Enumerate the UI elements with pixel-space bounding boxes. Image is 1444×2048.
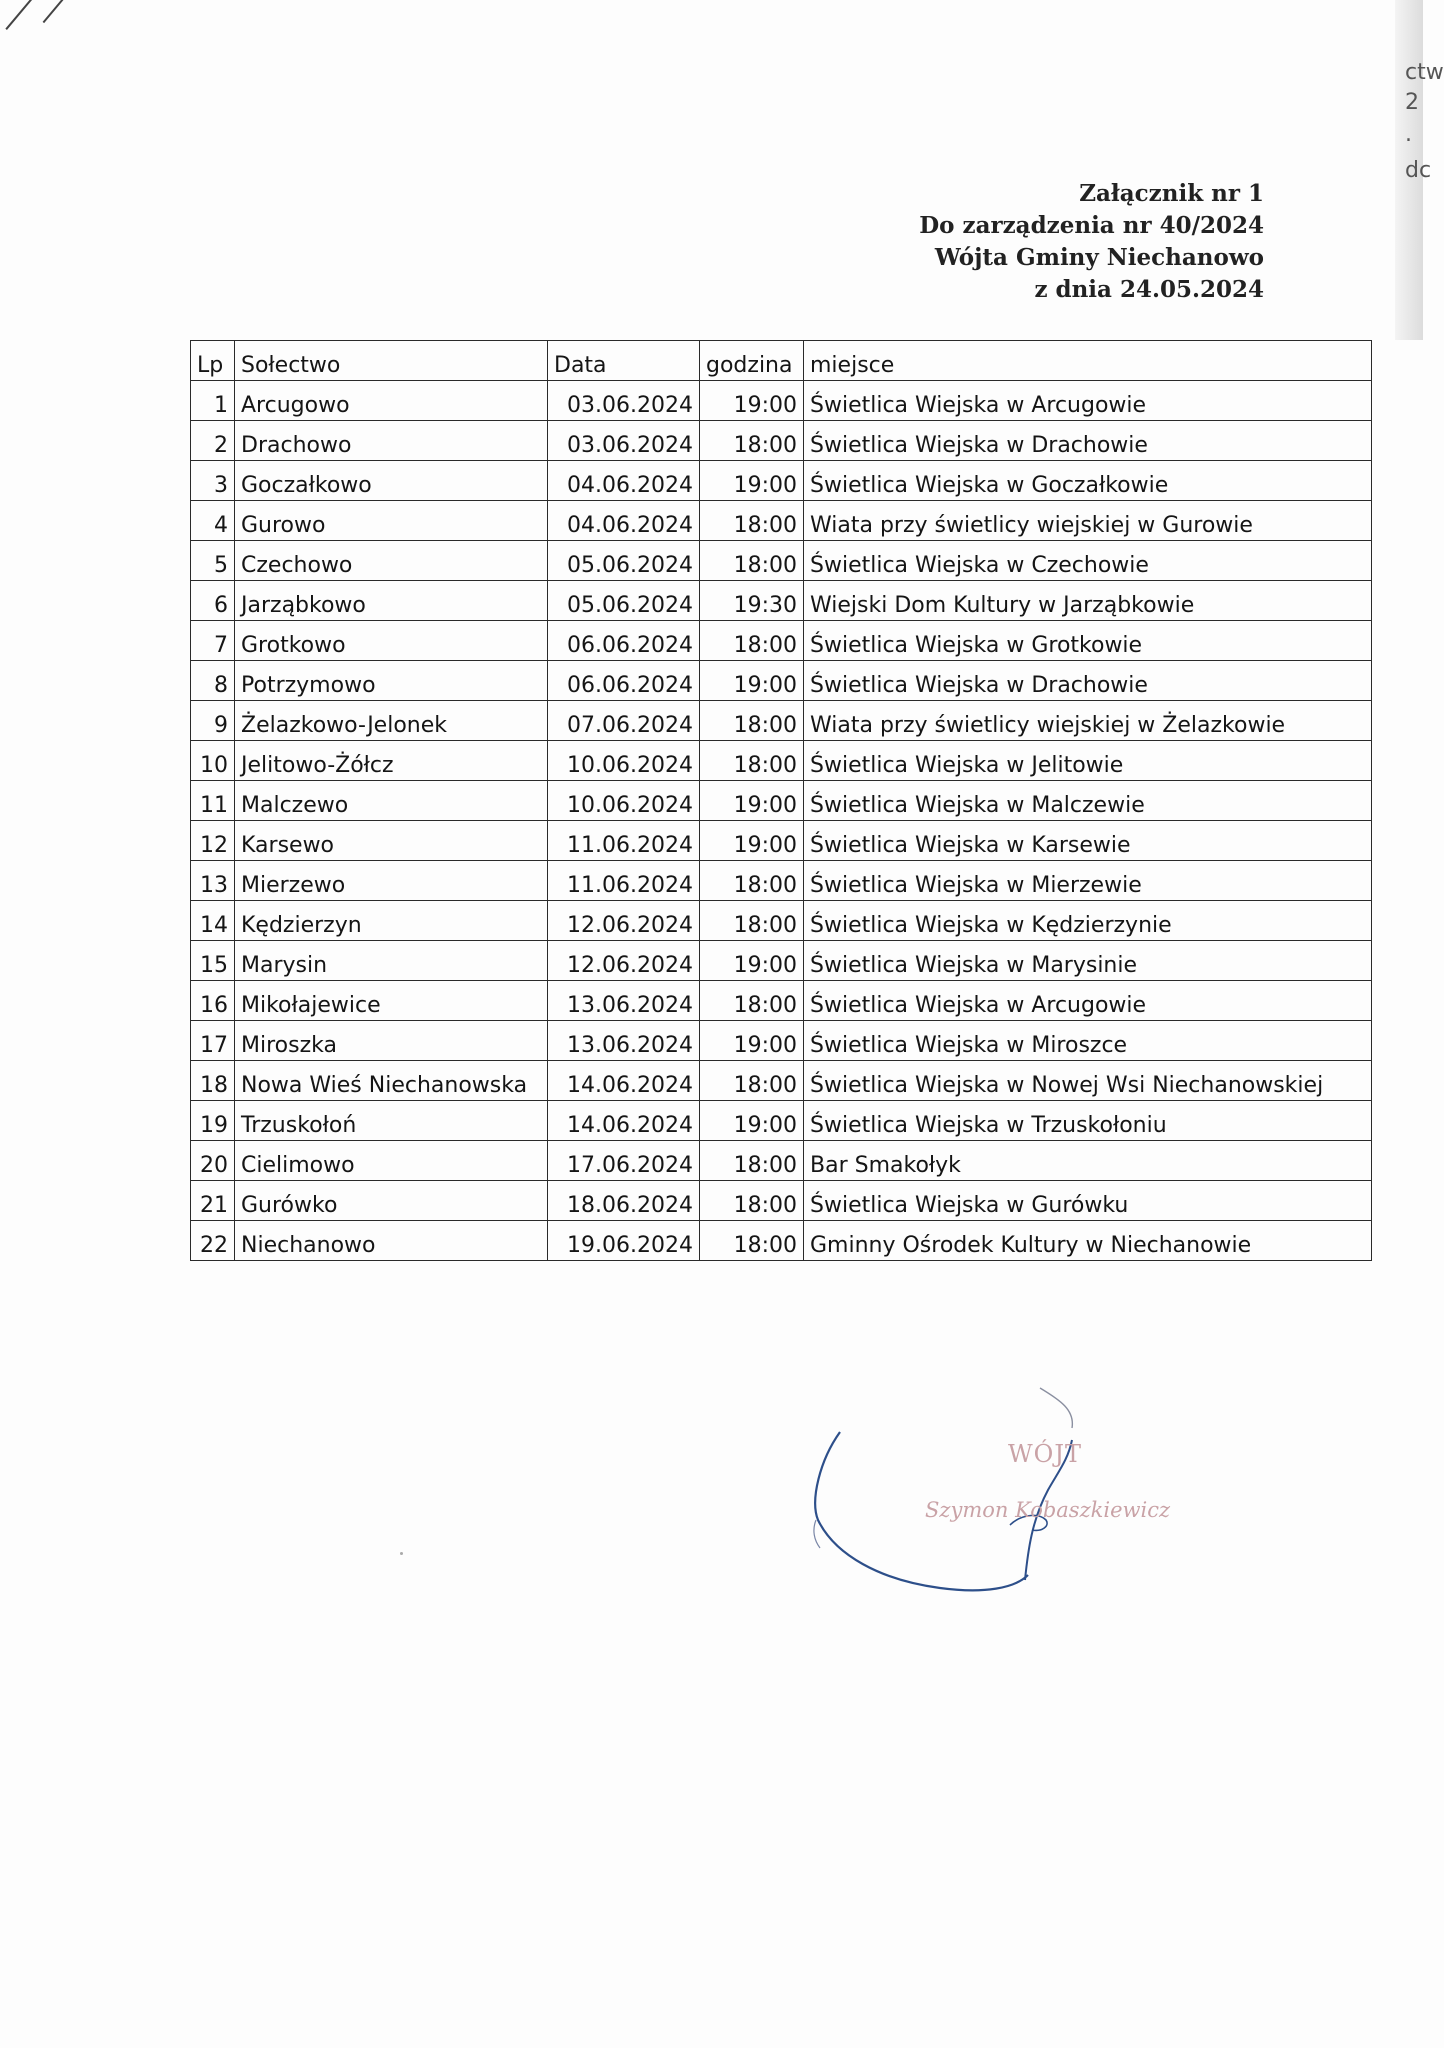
handwritten-signature bbox=[810, 1380, 1190, 1610]
row-date: 06.06.2024 bbox=[548, 661, 700, 701]
row-date: 04.06.2024 bbox=[548, 501, 700, 541]
table-row bbox=[191, 541, 1372, 581]
scan-speck bbox=[400, 1552, 403, 1555]
row-time: 19:00 bbox=[700, 781, 804, 821]
document-header bbox=[919, 178, 1264, 306]
row-place: Wiejski Dom Kultury w Jarząbkowie bbox=[804, 581, 1372, 621]
table-row bbox=[191, 981, 1372, 1021]
scan-artifact bbox=[43, 0, 64, 23]
row-date: 12.06.2024 bbox=[548, 941, 700, 981]
row-solectwo: Potrzymowo bbox=[235, 661, 548, 701]
row-date: 05.06.2024 bbox=[548, 581, 700, 621]
table-row bbox=[191, 1101, 1372, 1141]
row-time: 18:00 bbox=[700, 741, 804, 781]
table-row bbox=[191, 861, 1372, 901]
row-date: 19.06.2024 bbox=[548, 1221, 700, 1261]
header-lp: Lp bbox=[191, 341, 235, 381]
edge-fragment: . bbox=[1405, 122, 1412, 147]
row-time: 18:00 bbox=[700, 541, 804, 581]
table-row bbox=[191, 701, 1372, 741]
row-solectwo: Niechanowo bbox=[235, 1221, 548, 1261]
row-lp: 1 bbox=[191, 381, 235, 421]
row-solectwo: Gurowo bbox=[235, 501, 548, 541]
row-solectwo: Nowa Wieś Niechanowska bbox=[235, 1061, 548, 1101]
row-date: 17.06.2024 bbox=[548, 1141, 700, 1181]
row-lp: 5 bbox=[191, 541, 235, 581]
issuer: Wójta Gminy Niechanowo bbox=[934, 244, 1264, 271]
table-header-row bbox=[191, 341, 1372, 381]
row-solectwo: Grotkowo bbox=[235, 621, 548, 661]
header-solectwo: Sołectwo bbox=[235, 341, 548, 381]
row-place: Świetlica Wiejska w Drachowie bbox=[804, 661, 1372, 701]
row-date: 06.06.2024 bbox=[548, 621, 700, 661]
table-row bbox=[191, 501, 1372, 541]
header-godzina: godzina bbox=[700, 341, 804, 381]
row-time: 18:00 bbox=[700, 981, 804, 1021]
row-time: 18:00 bbox=[700, 1141, 804, 1181]
table-row bbox=[191, 941, 1372, 981]
attachment-number: Załącznik nr 1 bbox=[1079, 180, 1264, 207]
row-place: Świetlica Wiejska w Nowej Wsi Niechanowskiej bbox=[804, 1061, 1372, 1101]
row-place: Świetlica Wiejska w Grotkowie bbox=[804, 621, 1372, 661]
row-time: 18:00 bbox=[700, 901, 804, 941]
table-row bbox=[191, 901, 1372, 941]
row-time: 19:00 bbox=[700, 821, 804, 861]
table-row bbox=[191, 461, 1372, 501]
row-lp: 15 bbox=[191, 941, 235, 981]
row-solectwo: Arcugowo bbox=[235, 381, 548, 421]
row-time: 18:00 bbox=[700, 501, 804, 541]
row-solectwo: Marysin bbox=[235, 941, 548, 981]
table-row bbox=[191, 1181, 1372, 1221]
row-place: Świetlica Wiejska w Miroszce bbox=[804, 1021, 1372, 1061]
row-date: 13.06.2024 bbox=[548, 1021, 700, 1061]
row-lp: 8 bbox=[191, 661, 235, 701]
row-lp: 18 bbox=[191, 1061, 235, 1101]
row-solectwo: Jarząbkowo bbox=[235, 581, 548, 621]
row-date: 12.06.2024 bbox=[548, 901, 700, 941]
row-lp: 3 bbox=[191, 461, 235, 501]
row-lp: 17 bbox=[191, 1021, 235, 1061]
row-place: Bar Smakołyk bbox=[804, 1141, 1372, 1181]
row-place: Świetlica Wiejska w Jelitowie bbox=[804, 741, 1372, 781]
row-time: 19:00 bbox=[700, 941, 804, 981]
row-solectwo: Malczewo bbox=[235, 781, 548, 821]
meeting-schedule-table bbox=[190, 340, 1372, 1261]
row-solectwo: Mierzewo bbox=[235, 861, 548, 901]
row-date: 10.06.2024 bbox=[548, 741, 700, 781]
row-place: Świetlica Wiejska w Drachowie bbox=[804, 421, 1372, 461]
table-row bbox=[191, 1061, 1372, 1101]
row-time: 19:00 bbox=[700, 1101, 804, 1141]
row-lp: 16 bbox=[191, 981, 235, 1021]
scan-artifact bbox=[5, 0, 32, 30]
row-lp: 11 bbox=[191, 781, 235, 821]
table-row bbox=[191, 1141, 1372, 1181]
header-miejsce: miejsce bbox=[804, 341, 1372, 381]
row-lp: 22 bbox=[191, 1221, 235, 1261]
row-time: 19:00 bbox=[700, 381, 804, 421]
row-date: 18.06.2024 bbox=[548, 1181, 700, 1221]
row-lp: 14 bbox=[191, 901, 235, 941]
table-row bbox=[191, 421, 1372, 461]
table-row bbox=[191, 741, 1372, 781]
row-time: 19:00 bbox=[700, 1021, 804, 1061]
row-time: 18:00 bbox=[700, 1221, 804, 1261]
table-row bbox=[191, 1021, 1372, 1061]
row-date: 13.06.2024 bbox=[548, 981, 700, 1021]
row-time: 18:00 bbox=[700, 861, 804, 901]
row-solectwo: Trzuskołoń bbox=[235, 1101, 548, 1141]
row-date: 10.06.2024 bbox=[548, 781, 700, 821]
row-place: Świetlica Wiejska w Arcugowie bbox=[804, 381, 1372, 421]
row-time: 18:00 bbox=[700, 701, 804, 741]
row-lp: 10 bbox=[191, 741, 235, 781]
row-place: Świetlica Wiejska w Kędzierzynie bbox=[804, 901, 1372, 941]
row-time: 18:00 bbox=[700, 1181, 804, 1221]
row-lp: 21 bbox=[191, 1181, 235, 1221]
row-lp: 20 bbox=[191, 1141, 235, 1181]
edge-fragment: dc bbox=[1405, 158, 1432, 183]
row-place: Wiata przy świetlicy wiejskiej w Żelazkowie bbox=[804, 701, 1372, 741]
row-solectwo: Kędzierzyn bbox=[235, 901, 548, 941]
row-time: 18:00 bbox=[700, 421, 804, 461]
row-date: 14.06.2024 bbox=[548, 1061, 700, 1101]
row-date: 07.06.2024 bbox=[548, 701, 700, 741]
row-lp: 9 bbox=[191, 701, 235, 741]
edge-fragment: ctw bbox=[1405, 60, 1444, 85]
row-solectwo: Cielimowo bbox=[235, 1141, 548, 1181]
row-date: 03.06.2024 bbox=[548, 381, 700, 421]
row-place: Świetlica Wiejska w Gurówku bbox=[804, 1181, 1372, 1221]
row-date: 11.06.2024 bbox=[548, 821, 700, 861]
table-row bbox=[191, 621, 1372, 661]
row-solectwo: Gurówko bbox=[235, 1181, 548, 1221]
row-solectwo: Żelazkowo-Jelonek bbox=[235, 701, 548, 741]
row-place: Świetlica Wiejska w Mierzewie bbox=[804, 861, 1372, 901]
row-place: Świetlica Wiejska w Karsewie bbox=[804, 821, 1372, 861]
row-lp: 12 bbox=[191, 821, 235, 861]
row-time: 19:30 bbox=[700, 581, 804, 621]
row-place: Świetlica Wiejska w Marysinie bbox=[804, 941, 1372, 981]
row-lp: 4 bbox=[191, 501, 235, 541]
row-solectwo: Karsewo bbox=[235, 821, 548, 861]
stamp-name: Szymon Kobaszkiewicz bbox=[925, 1498, 1171, 1522]
signature-area bbox=[810, 1380, 1190, 1610]
table-row bbox=[191, 781, 1372, 821]
row-place: Świetlica Wiejska w Arcugowie bbox=[804, 981, 1372, 1021]
row-place: Świetlica Wiejska w Malczewie bbox=[804, 781, 1372, 821]
row-date: 14.06.2024 bbox=[548, 1101, 700, 1141]
row-solectwo: Mikołajewice bbox=[235, 981, 548, 1021]
row-place: Wiata przy świetlicy wiejskiej w Gurowie bbox=[804, 501, 1372, 541]
row-date: 04.06.2024 bbox=[548, 461, 700, 501]
row-solectwo: Jelitowo-Żółcz bbox=[235, 741, 548, 781]
row-time: 19:00 bbox=[700, 661, 804, 701]
row-solectwo: Goczałkowo bbox=[235, 461, 548, 501]
table-row bbox=[191, 821, 1372, 861]
edge-fragment: 2 bbox=[1405, 90, 1419, 115]
row-place: Świetlica Wiejska w Trzuskołoniu bbox=[804, 1101, 1372, 1141]
document-date: z dnia 24.05.2024 bbox=[1034, 276, 1264, 303]
row-lp: 6 bbox=[191, 581, 235, 621]
row-solectwo: Drachowo bbox=[235, 421, 548, 461]
row-place: Świetlica Wiejska w Goczałkowie bbox=[804, 461, 1372, 501]
row-solectwo: Czechowo bbox=[235, 541, 548, 581]
row-time: 18:00 bbox=[700, 621, 804, 661]
ordinance-reference: Do zarządzenia nr 40/2024 bbox=[919, 212, 1264, 239]
row-date: 05.06.2024 bbox=[548, 541, 700, 581]
table-row bbox=[191, 381, 1372, 421]
row-place: Gminny Ośrodek Kultury w Niechanowie bbox=[804, 1221, 1372, 1261]
row-time: 19:00 bbox=[700, 461, 804, 501]
stamp-title: WÓJT bbox=[1008, 1440, 1082, 1468]
row-lp: 2 bbox=[191, 421, 235, 461]
row-lp: 19 bbox=[191, 1101, 235, 1141]
header-data: Data bbox=[548, 341, 700, 381]
table-row bbox=[191, 581, 1372, 621]
table-row bbox=[191, 1221, 1372, 1261]
row-solectwo: Miroszka bbox=[235, 1021, 548, 1061]
row-place: Świetlica Wiejska w Czechowie bbox=[804, 541, 1372, 581]
row-date: 11.06.2024 bbox=[548, 861, 700, 901]
row-date: 03.06.2024 bbox=[548, 421, 700, 461]
table-row bbox=[191, 661, 1372, 701]
row-lp: 7 bbox=[191, 621, 235, 661]
row-time: 18:00 bbox=[700, 1061, 804, 1101]
row-lp: 13 bbox=[191, 861, 235, 901]
